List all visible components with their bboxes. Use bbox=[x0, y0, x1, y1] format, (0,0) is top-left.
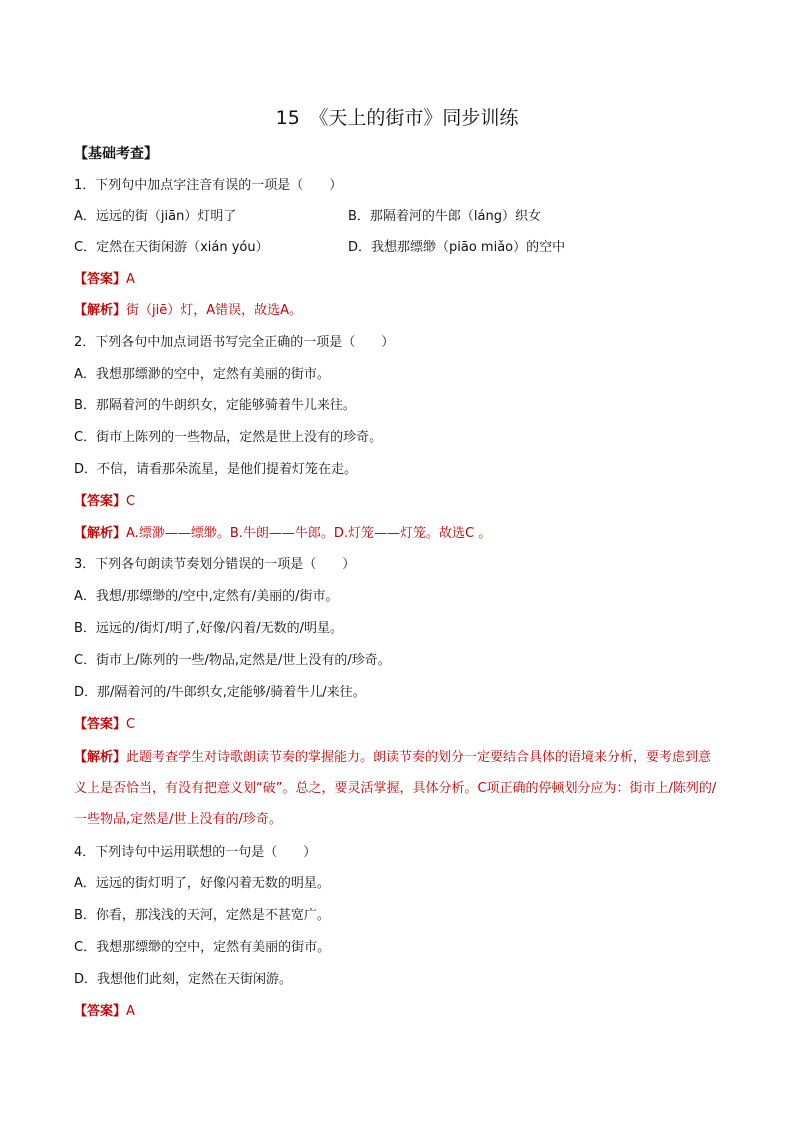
question-2-stem: 2．下列各句中加点词语书写完全正确的一项是（ ） bbox=[74, 335, 395, 350]
answer-value: A bbox=[126, 272, 135, 287]
question-1-analysis bbox=[74, 300, 302, 322]
question-2-analysis bbox=[74, 523, 491, 545]
question-1-stem: 1．下列句中加点字注音有误的一项是（ ） bbox=[74, 178, 343, 193]
question-3-option-a: A．我想/那缥缈的/空中,定然有/美丽的/街市。 bbox=[74, 589, 339, 604]
analysis-tag: 【解析】 bbox=[74, 526, 127, 541]
question-2-option-a: A．我想那缥渺的空中，定然有美丽的街市。 bbox=[74, 367, 330, 382]
question-1-answer bbox=[74, 269, 135, 291]
analysis-tag: 【解析】 bbox=[74, 750, 127, 765]
question-1-option-b: B．那隔着河的牛郎（láng）织女 bbox=[348, 209, 541, 224]
question-4-option-c: C．我想那缥缈的空中，定然有美丽的街市。 bbox=[74, 940, 331, 955]
answer-tag: 【答案】 bbox=[74, 717, 127, 732]
question-2-option-b: B．那隔着河的牛朗织女，定能够骑着牛儿来往。 bbox=[74, 398, 356, 413]
question-1-option-c: C．定然在天街闲游（xián yóu） bbox=[74, 240, 269, 255]
document-title: 15 《天上的街市》同步训练 bbox=[275, 107, 519, 129]
analysis-tag: 【解析】 bbox=[74, 303, 127, 318]
question-4-answer bbox=[74, 1001, 135, 1023]
answer-tag: 【答案】 bbox=[74, 272, 127, 287]
question-2-answer bbox=[74, 491, 135, 513]
question-4-option-b: B．你看，那浅浅的天河，定然是不甚宽广。 bbox=[74, 908, 330, 923]
question-2-option-d: D．不信，请看那朵流星，是他们提着灯笼在走。 bbox=[74, 462, 358, 477]
analysis-text: 街（jiē）灯，A错误，故选A。 bbox=[126, 303, 303, 318]
section-heading: 【基础考查】 bbox=[74, 146, 158, 162]
question-4-option-a: A．远远的街灯明了，好像闪着无数的明星。 bbox=[74, 876, 330, 891]
answer-tag: 【答案】 bbox=[74, 1004, 127, 1019]
question-3-option-d: D．那/隔着河的/牛郎织女,定能够/骑着牛儿/来往。 bbox=[74, 685, 366, 700]
question-4-option-d: D．我想他们此刻，定然在天街闲游。 bbox=[74, 972, 293, 987]
analysis-text: A.缥渺——缥缈。B.牛朗——牛郎。D.灯笼——灯笼。故选C 。 bbox=[126, 526, 492, 541]
answer-value: C bbox=[126, 494, 136, 509]
question-1-option-a: A．远远的街（jiān）灯明了 bbox=[74, 209, 237, 224]
question-4-stem: 4．下列诗句中运用联想的一句是（ ） bbox=[74, 845, 317, 860]
question-3-answer bbox=[74, 714, 135, 736]
question-3-option-c: C．街市上/陈列的一些/物品,定然是/世上没有的/珍奇。 bbox=[74, 653, 391, 668]
answer-tag: 【答案】 bbox=[74, 494, 127, 509]
question-3-analysis bbox=[74, 742, 724, 835]
question-1-option-d: D．我想那缥缈（piāo miǎo）的空中 bbox=[348, 240, 566, 255]
question-2-option-c: C．街市上陈列的一些物品，定然是世上没有的珍奇。 bbox=[74, 430, 383, 445]
question-3-stem: 3．下列各句朗读节奏划分错误的一项是（ ） bbox=[74, 557, 356, 572]
question-3-option-b: B．远远的/街灯/明了,好像/闪着/无数的/明星。 bbox=[74, 621, 343, 636]
answer-value: C bbox=[126, 717, 136, 732]
answer-value: A bbox=[126, 1004, 135, 1019]
analysis-text: 此题考查学生对诗歌朗读节奏的掌握能力。朗读节奏的划分一定要结合具体的语境来分析，要考虑到意义上是否恰当，有没有把意义划“破”。总之，要灵活掌握，具体分析。C项正确的停顿划分应为：街市上/陈列的/一些物品,定然是/世上没有的/珍奇。 bbox=[74, 750, 717, 827]
